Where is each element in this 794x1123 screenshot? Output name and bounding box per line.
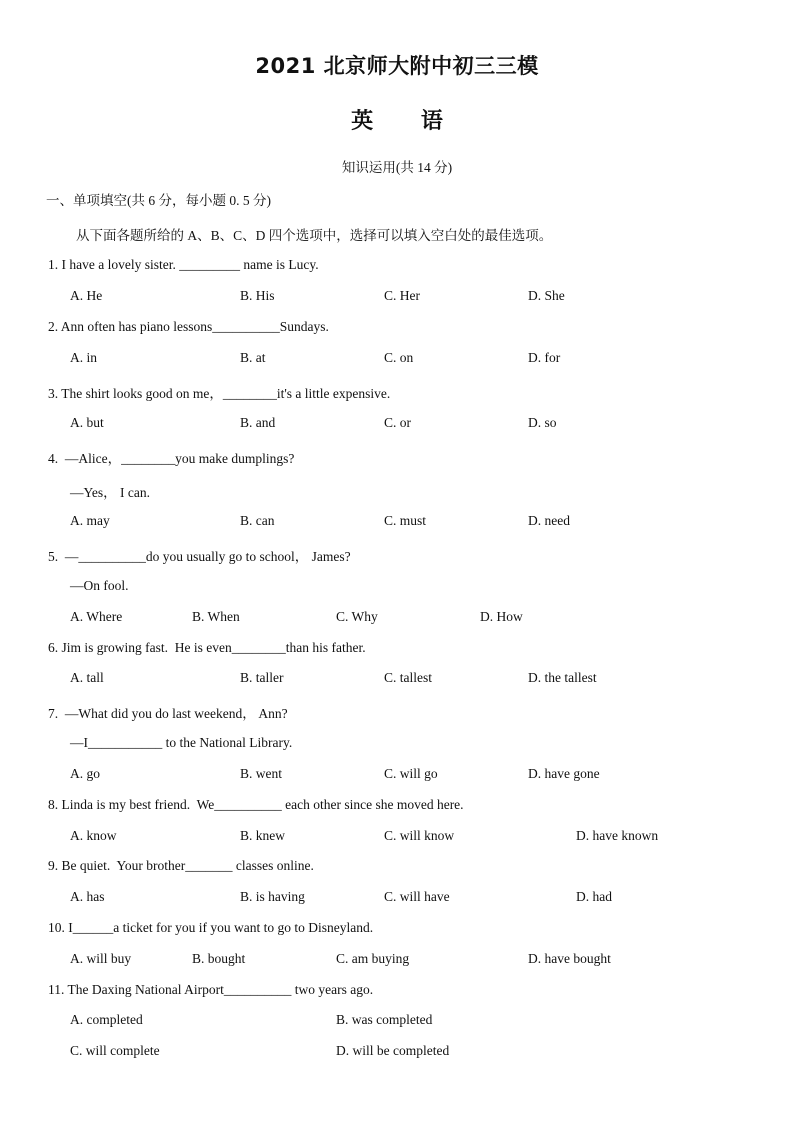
question-stem: 5. —__________do you usually go to school， James? bbox=[48, 549, 351, 564]
part-heading: 一、单项填空(共 6 分，每小题 0. 5 分) bbox=[46, 193, 271, 208]
option: B. bought bbox=[192, 951, 246, 966]
option: C. am buying bbox=[336, 951, 410, 966]
option: D. have bought bbox=[528, 951, 611, 966]
option: A. Where bbox=[70, 609, 123, 624]
question-stem: 10. I______a ticket for you if you want to go to Disneyland. bbox=[48, 920, 374, 935]
option: A. but bbox=[70, 415, 104, 430]
option: D. so bbox=[528, 415, 557, 430]
section-title: 知识运用(共 14 分) bbox=[341, 160, 453, 175]
option: C. or bbox=[384, 415, 411, 430]
option: C. Her bbox=[384, 288, 420, 303]
question-stem: 3. The shirt looks good on me，________it's a little expensive. bbox=[48, 386, 391, 401]
option: D. need bbox=[528, 513, 570, 528]
option: A. go bbox=[70, 766, 100, 781]
option: A. know bbox=[70, 828, 117, 843]
option: D. have gone bbox=[528, 766, 600, 781]
question-stem: 11. The Daxing National Airport__________ two years ago. bbox=[48, 982, 374, 997]
option: B. at bbox=[240, 350, 266, 365]
option: B. His bbox=[240, 288, 275, 303]
option: C. will know bbox=[384, 828, 455, 843]
instruction: 从下面各题所给的 A、B、C、D 四个选项中，选择可以填入空白处的最佳选项。 bbox=[76, 228, 553, 243]
option: A. in bbox=[70, 350, 97, 365]
option: C. must bbox=[384, 513, 427, 528]
option: D. She bbox=[528, 288, 565, 303]
option: B. and bbox=[240, 415, 276, 430]
option: D. had bbox=[576, 889, 612, 904]
option: B. knew bbox=[240, 828, 285, 843]
option: B. can bbox=[240, 513, 275, 528]
question-stem: 6. Jim is growing fast. He is even________than his father. bbox=[48, 640, 366, 655]
option: B. is having bbox=[240, 889, 305, 904]
option: C. will have bbox=[384, 889, 450, 904]
option: A. He bbox=[70, 288, 103, 303]
option: C. tallest bbox=[384, 670, 432, 685]
option: C. will go bbox=[384, 766, 438, 781]
question-stem: 1. I have a lovely sister. _________ name is Lucy. bbox=[48, 257, 319, 272]
option: C. on bbox=[384, 350, 414, 365]
question-stem: 2. Ann often has piano lessons__________Sundays. bbox=[48, 319, 329, 334]
page-title: 2021 北京师大附中初三三模 bbox=[255, 54, 539, 78]
option: A. tall bbox=[70, 670, 104, 685]
option: B. taller bbox=[240, 670, 284, 685]
option: C. will complete bbox=[70, 1043, 160, 1058]
dialogue-line: —On fool. bbox=[70, 578, 129, 593]
option: A. has bbox=[70, 889, 105, 904]
option: A. will buy bbox=[70, 951, 132, 966]
option: B. was completed bbox=[336, 1012, 433, 1027]
option: D. How bbox=[480, 609, 523, 624]
option: D. have known bbox=[576, 828, 659, 843]
option: D. the tallest bbox=[528, 670, 597, 685]
question-stem: 8. Linda is my best friend. We__________ each other since she moved here. bbox=[48, 797, 464, 812]
option: D. for bbox=[528, 350, 561, 365]
question-stem: 4. —Alice，________you make dumplings? bbox=[48, 451, 295, 466]
option: D. will be completed bbox=[336, 1043, 450, 1058]
option: B. went bbox=[240, 766, 282, 781]
question-stem: 9. Be quiet. Your brother_______ classes online. bbox=[48, 858, 314, 873]
dialogue-line: —I___________ to the National Library. bbox=[70, 735, 293, 750]
dialogue-line: —Yes， I can. bbox=[70, 485, 150, 500]
question-stem: 7. —What did you do last weekend， Ann? bbox=[48, 706, 288, 721]
option: A. may bbox=[70, 513, 110, 528]
option: B. When bbox=[192, 609, 240, 624]
option: A. completed bbox=[70, 1012, 143, 1027]
subject-title: 英 语 bbox=[351, 109, 443, 134]
option: C. Why bbox=[336, 609, 378, 624]
